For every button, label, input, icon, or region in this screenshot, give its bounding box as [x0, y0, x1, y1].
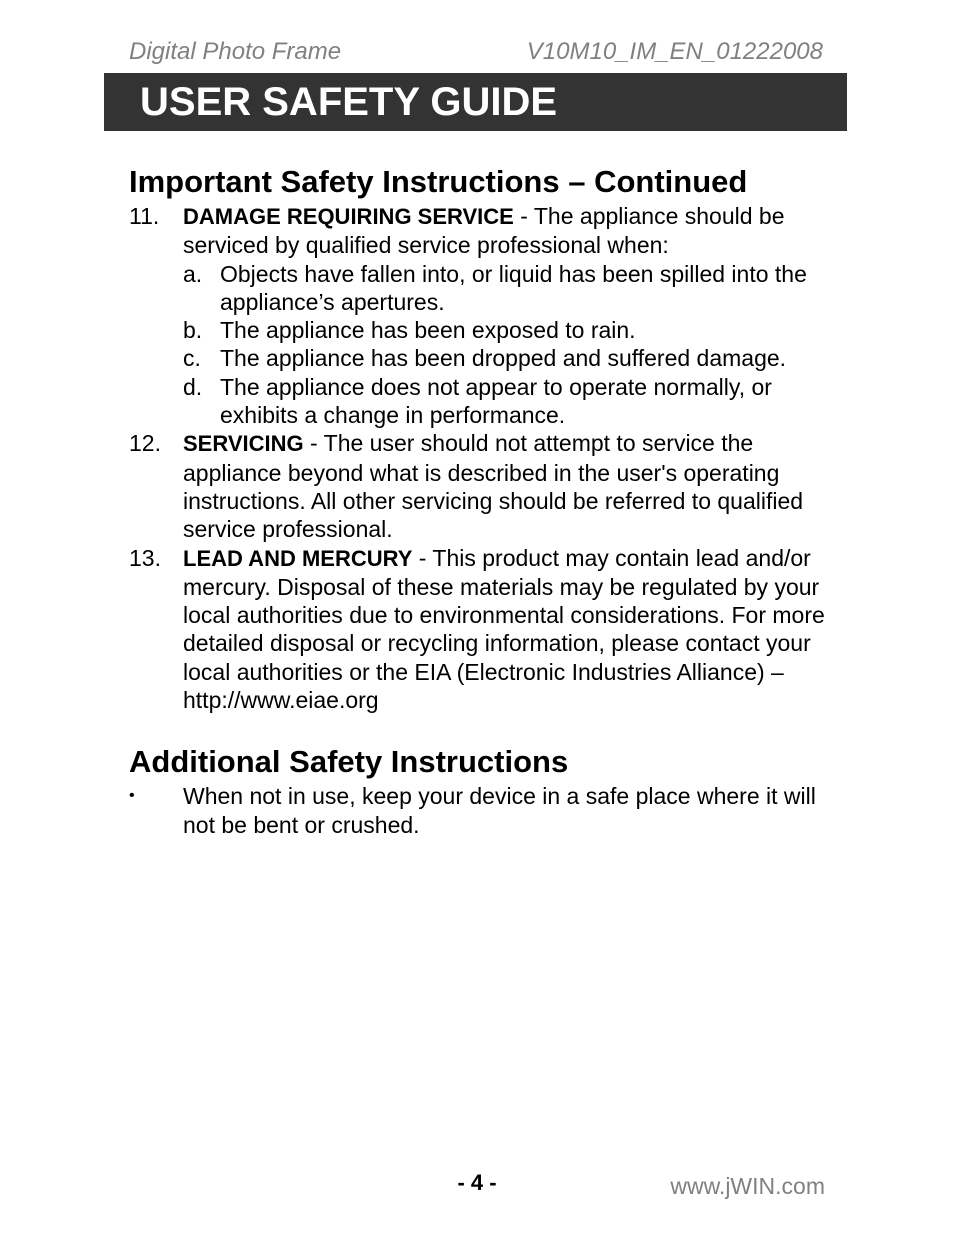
sub-item-letter: c.: [183, 345, 201, 372]
item-body: [183, 544, 829, 715]
item-text: - The user should not attempt to service the appliance beyond what is described in the user's operating instructions. All other servicing should be referred to qualified service professional.: [183, 430, 804, 543]
header-document-code: V10M10_IM_EN_01222008: [526, 38, 823, 65]
sub-item-letter: a.: [183, 260, 203, 287]
bullet-text: When not in use, keep your device in a safe place where it will not be bent or crushed.: [183, 783, 816, 838]
bullet-item: [129, 782, 829, 839]
sub-item-d: [183, 373, 829, 430]
page-content: [129, 162, 829, 839]
sub-item-letter: d.: [183, 373, 203, 400]
sub-item-b: [183, 316, 829, 344]
item-number: 12.: [129, 430, 161, 457]
list-item-11: [129, 202, 829, 429]
section-heading-important: Important Safety Instructions – Continued: [129, 164, 748, 199]
sub-item-text: The appliance does not appear to operate normally, or exhibits a change in performance.: [220, 373, 772, 429]
item-body: [183, 429, 829, 543]
footer-website: www.jWIN.com: [670, 1173, 825, 1199]
sub-item-a: [183, 260, 829, 317]
section-heading-additional: Additional Safety Instructions: [129, 744, 569, 780]
bullet-icon: •: [129, 787, 135, 805]
item-text: - This product may contain lead and/or mercury. Disposal of these materials may be regulated by your local authorities due to environmental considerations. For more detailed disposal or recycling information, please contact your local authorities or the EIA (Electronic Industries Alliance) – http://www.eiae.org: [183, 544, 825, 714]
list-item-13: [129, 544, 829, 715]
banner-title: USER SAFETY GUIDE: [140, 80, 558, 124]
item-term: LEAD AND MERCURY: [183, 545, 413, 571]
sub-item-text: Objects have fallen into, or liquid has been spilled into the appliance’s apertures.: [220, 260, 807, 315]
list-item-12: [129, 429, 829, 543]
sub-item-letter: b.: [183, 317, 203, 344]
item-number: 11.: [129, 203, 160, 229]
header-product-name: Digital Photo Frame: [129, 38, 342, 65]
page-number: - 4 -: [457, 1170, 497, 1195]
sub-item-text: The appliance has been exposed to rain.: [220, 317, 636, 344]
sub-item-text: The appliance has been dropped and suffered damage.: [220, 345, 787, 372]
item-term: SERVICING: [183, 431, 304, 457]
item-number: 13.: [129, 544, 161, 571]
item-term: DAMAGE REQUIRING SERVICE: [183, 204, 514, 229]
item-text: - The appliance should be serviced by qualified service professional when:: [183, 203, 785, 259]
item-body: [183, 202, 829, 429]
section-banner: [104, 73, 847, 131]
sub-item-c: [183, 344, 829, 372]
